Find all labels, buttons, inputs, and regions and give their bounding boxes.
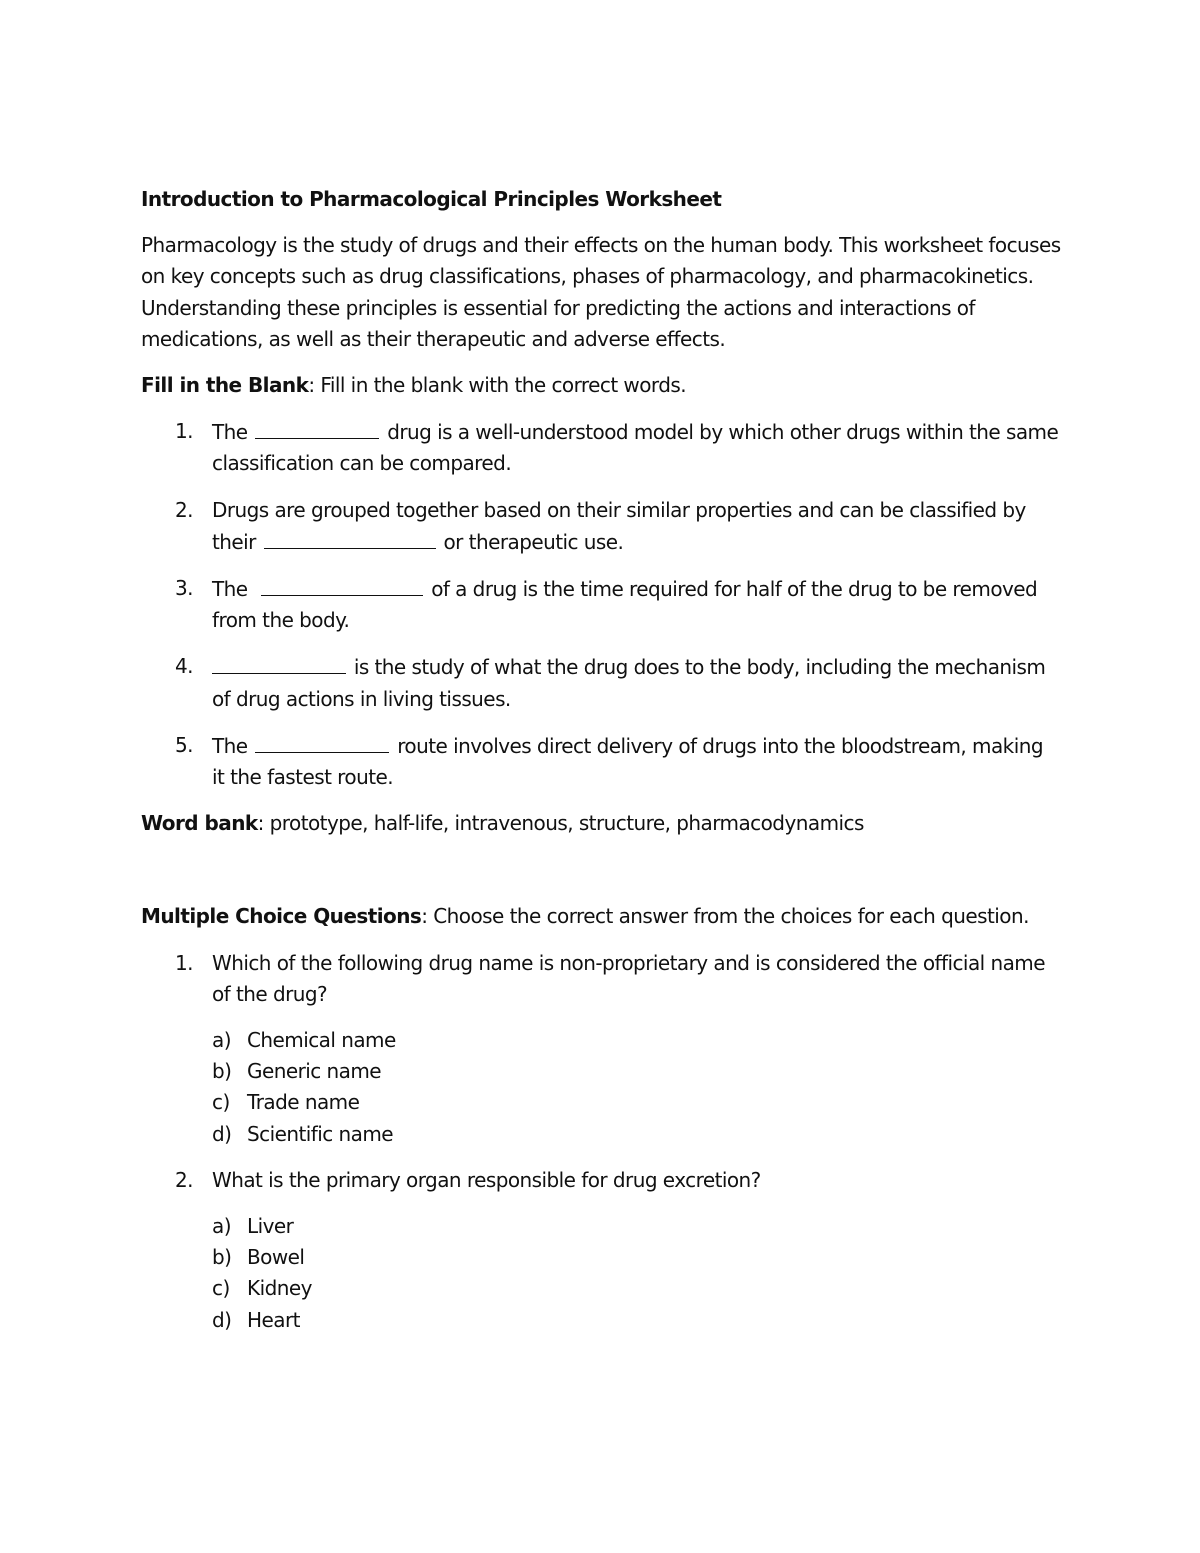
fill-in-blank-item-5 <box>141 730 1061 793</box>
choice-letter: c) <box>212 1276 230 1301</box>
choice-letter: d) <box>212 1121 232 1146</box>
fill-in-blank-instruction: : Fill in the blank with the correct words. <box>308 373 687 398</box>
fill-in-blank-item-1 <box>141 416 1061 479</box>
choice-option[interactable] <box>212 1305 1061 1336</box>
multiple-choice-instruction: : Choose the correct answer from the choices for each question. <box>421 904 1029 929</box>
word-bank-text: : prototype, half-life, intravenous, structure, pharmacodynamics <box>257 811 864 836</box>
worksheet-title: Introduction to Pharmacological Principles Worksheet <box>141 187 722 211</box>
item-text-after: of a drug is the time required for half of the drug to be removed from the body. <box>212 577 1038 633</box>
item-text-after: or therapeutic use. <box>443 529 624 554</box>
choice-option[interactable] <box>212 1273 1061 1304</box>
mcq-question-1 <box>141 948 1061 1150</box>
choice-text: Heart <box>247 1307 300 1332</box>
item-number: 3. <box>175 576 193 601</box>
word-bank-label: Word bank <box>141 811 258 836</box>
choice-text: Liver <box>247 1214 294 1239</box>
choice-letter: a) <box>212 1028 231 1053</box>
answer-blank[interactable] <box>264 526 436 549</box>
choice-option[interactable] <box>212 1025 1061 1056</box>
item-number: 5. <box>175 732 193 757</box>
answer-blank[interactable] <box>255 416 379 439</box>
fill-in-blank-heading <box>141 370 1061 401</box>
choice-letter: b) <box>212 1245 232 1270</box>
item-number: 4. <box>175 654 193 679</box>
multiple-choice-label: Multiple Choice Questions <box>141 904 422 929</box>
choice-text: Kidney <box>247 1276 312 1301</box>
fill-in-blank-item-4 <box>141 651 1061 714</box>
choice-letter: d) <box>212 1307 232 1332</box>
choice-text: Chemical name <box>247 1028 396 1053</box>
item-text-before: The <box>212 577 248 602</box>
answer-blank[interactable] <box>255 730 389 753</box>
choice-list <box>212 1211 1061 1336</box>
word-bank <box>141 808 1061 839</box>
question-number: 1. <box>175 950 193 975</box>
fill-in-blank-list <box>141 416 1061 793</box>
choice-letter: c) <box>212 1090 230 1115</box>
choice-text: Trade name <box>247 1090 360 1115</box>
item-number: 2. <box>175 497 193 522</box>
multiple-choice-heading <box>141 901 1061 932</box>
choice-text: Scientific name <box>247 1121 394 1146</box>
choice-list <box>212 1025 1061 1150</box>
item-text-after: drug is a well-understood model by which other drugs within the same classification can be compared. <box>212 420 1059 476</box>
item-number: 1. <box>175 419 193 444</box>
item-text-before: Drugs are grouped together based on their similar properties and can be classified by their <box>212 497 1026 554</box>
question-text: What is the primary organ responsible for drug excretion? <box>212 1167 761 1192</box>
choice-text: Bowel <box>247 1245 305 1270</box>
question-number: 2. <box>175 1167 193 1192</box>
item-text-after: is the study of what the drug does to the body, including the mechanism of drug actions in living tissues. <box>212 655 1046 711</box>
fill-in-blank-label: Fill in the Blank <box>141 373 309 398</box>
choice-option[interactable] <box>212 1242 1061 1273</box>
mcq-question-2 <box>141 1165 1061 1336</box>
fill-in-blank-item-2 <box>141 495 1061 558</box>
fill-in-blank-item-3 <box>141 573 1061 636</box>
choice-option[interactable] <box>212 1211 1061 1242</box>
intro-paragraph: Pharmacology is the study of drugs and their effects on the human body. This worksheet focuses on key concepts such as drug classifications, phases of pharmacology, and pharmacokinetics. Understanding these principles is essential for predicting the actions and interactions of medications, as well as their therapeutic and adverse effects. <box>141 233 1061 351</box>
item-text-before: The <box>212 733 248 758</box>
choice-option[interactable] <box>212 1119 1061 1150</box>
item-text-after: route involves direct delivery of drugs into the bloodstream, making it the fastest route. <box>212 733 1043 790</box>
choice-option[interactable] <box>212 1087 1061 1118</box>
answer-blank[interactable] <box>212 651 346 674</box>
worksheet-page <box>141 184 1061 1351</box>
choice-letter: a) <box>212 1214 231 1239</box>
choice-option[interactable] <box>212 1056 1061 1087</box>
item-text-before: The <box>212 420 248 445</box>
choice-letter: b) <box>212 1059 232 1084</box>
question-text: Which of the following drug name is non-proprietary and is considered the official name of the drug? <box>212 950 1045 1006</box>
choice-text: Generic name <box>247 1059 382 1084</box>
answer-blank[interactable] <box>261 573 423 596</box>
multiple-choice-list <box>141 948 1061 1336</box>
